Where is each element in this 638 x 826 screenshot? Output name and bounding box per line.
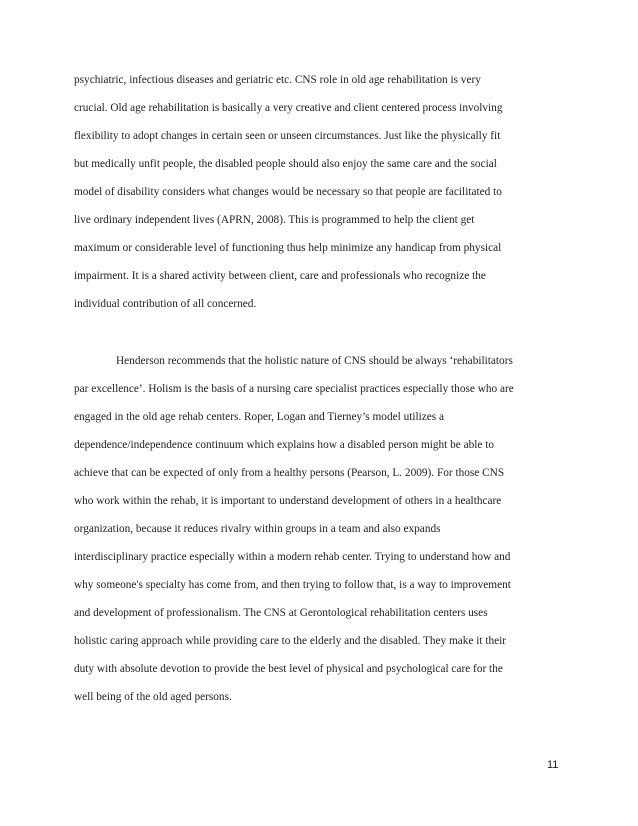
text-line: crucial. Old age rehabilitation is basically a very creative and client centered process involving	[74, 102, 503, 114]
text-line: Henderson recommends that the holistic nature of CNS should be always ‘rehabilitators	[116, 355, 513, 367]
text-line: duty with absolute devotion to provide the best level of physical and psychological care for the	[74, 663, 503, 675]
text-line: maximum or considerable level of functioning thus help minimize any handicap from physical	[74, 242, 502, 254]
text-line: holistic caring approach while providing care to the elderly and the disabled. They make it their	[74, 635, 507, 647]
text-line: model of disability considers what changes would be necessary so that people are facilitated to	[74, 186, 502, 198]
page-number: 11	[547, 759, 559, 771]
text-line: dependence/independence continuum which explains how a disabled person might be able to	[74, 439, 495, 451]
text-line: who work within the rehab, it is important to understand development of others in a healthcare	[74, 495, 502, 507]
text-line: engaged in the old age rehab centers. Roper, Logan and Tierney’s model utilizes a	[74, 411, 445, 423]
text-line: why someone's specialty has come from, and then trying to follow that, is a way to improvement	[74, 579, 511, 591]
text-line: organization, because it reduces rivalry within groups in a team and also expands	[74, 523, 441, 535]
text-line: but medically unfit people, the disabled people should also enjoy the same care and the social	[74, 158, 497, 170]
text-line: live ordinary independent lives (APRN, 2008). This is programmed to help the client get	[74, 214, 475, 226]
text-line: interdisciplinary practice especially within a modern rehab center. Trying to understand how and	[74, 551, 511, 563]
text-line: individual contribution of all concerned.	[74, 298, 257, 310]
text-line: achieve that can be expected of only from a healthy persons (Pearson, L. 2009). For those CNS	[74, 467, 505, 479]
text-line: well being of the old aged persons.	[74, 691, 232, 703]
text-line: flexibility to adopt changes in certain seen or unseen circumstances. Just like the physically fit	[74, 130, 501, 142]
text-line: par excellence’. Holism is the basis of a nursing care specialist practices especially those who are	[74, 383, 514, 395]
text-line: and development of professionalism. The CNS at Gerontological rehabilitation centers uses	[74, 607, 488, 619]
text-line: impairment. It is a shared activity between client, care and professionals who recognize the	[74, 270, 486, 282]
text-line: psychiatric, infectious diseases and geriatric etc. CNS role in old age rehabilitation is very	[74, 74, 481, 86]
